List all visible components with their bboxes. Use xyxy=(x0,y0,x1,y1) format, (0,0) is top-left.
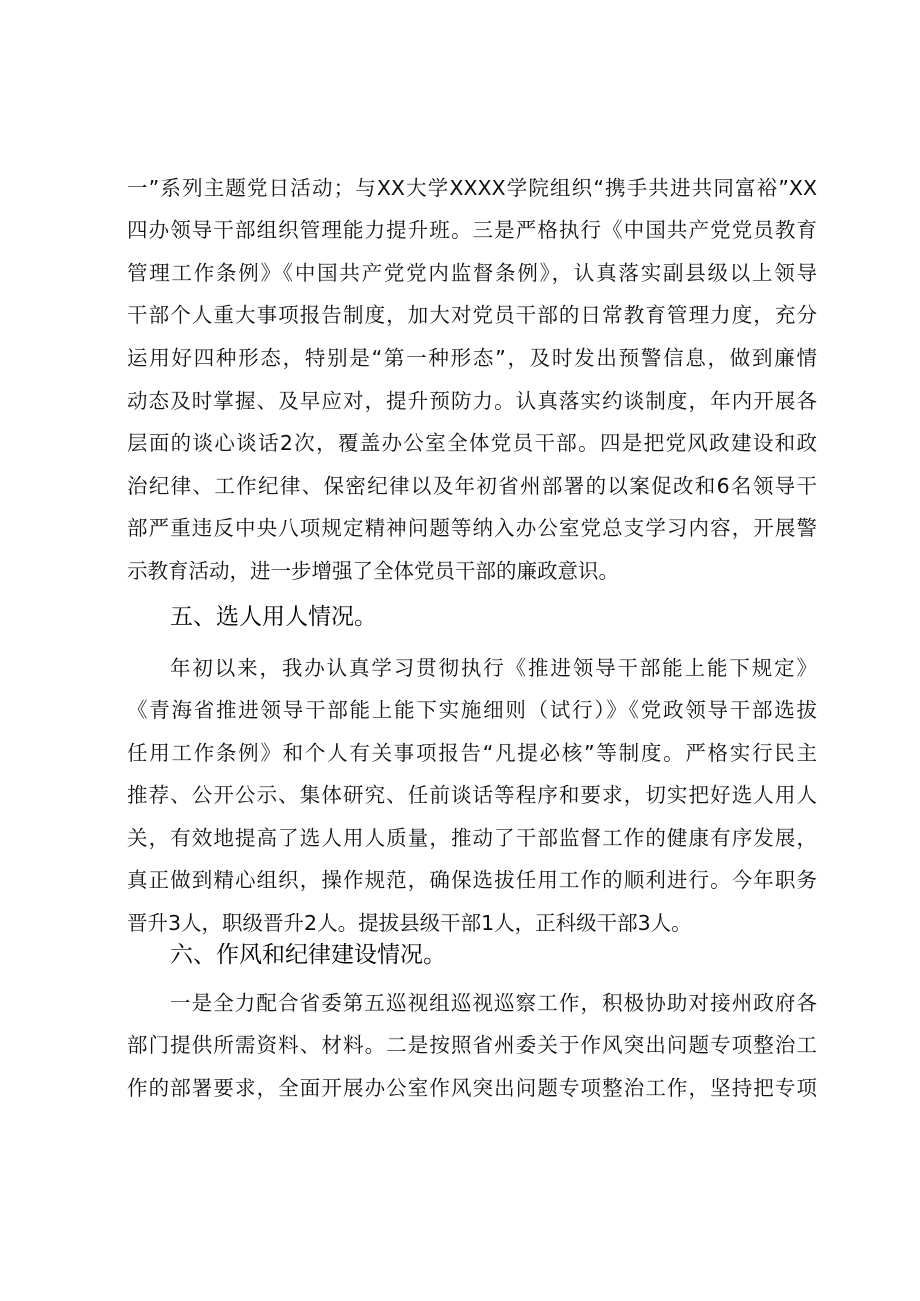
section5-line-3: 任用工作条例》和个人有关事项报告“凡提必核”等制度。严格实行民主 xyxy=(127,741,817,765)
paragraph1-line-4: 干部个人重大事项报告制度，加大对党员干部的日常教育管理力度，充分 xyxy=(127,303,817,327)
paragraph1-line-2: 四办领导干部组织管理能力提升班。三是严格执行《中国共产党党员教育 xyxy=(127,218,817,242)
section5-line-4: 推荐、公开公示、集体研究、任前谈话等程序和要求，切实把好选人用人 xyxy=(127,783,817,807)
paragraph1-line-9: 部严重违反中央八项规定精神问题等纳入办公室党总支学习内容，开展警 xyxy=(127,516,817,540)
paragraph1-line-7: 层面的谈心谈话2次，覆盖办公室全体党员干部。四是把党风政建设和政 xyxy=(127,431,817,455)
section5-line-2: 《青海省推进领导干部能上能下实施细则（试行）》《党政领导干部选拔 xyxy=(127,698,817,722)
paragraph1-line-5: 运用好四种形态，特别是“第一种形态”，及时发出预警信息，做到廉情 xyxy=(127,346,817,370)
section6-line-1: 一是全力配合省委第五巡视组巡视巡察工作，积极协助对接州政府各 xyxy=(170,991,817,1015)
paragraph1-line-8: 治纪律、工作纪律、保密纪律以及年初省州部署的以案促改和6名领导干 xyxy=(127,474,817,498)
section6-line-3: 作的部署要求，全面开展办公室作风突出问题专项整治工作，坚持把专项 xyxy=(127,1076,817,1100)
section5-line-5: 关，有效地提高了选人用人质量，推动了干部监督工作的健康有序发展， xyxy=(127,826,817,850)
section5-heading: 五、选人用人情况。 xyxy=(170,604,377,630)
paragraph1-line-1: 一”系列主题党日活动；与XX大学XXXX学院组织“携手共进共同富裕”XX xyxy=(127,176,817,200)
section5-line-1: 年初以来，我办认真学习贯彻执行《推进领导干部能上能下规定》 xyxy=(170,656,817,680)
paragraph1-line-6: 动态及时掌握、及早应对，提升预防力。认真落实约谈制度，年内开展各 xyxy=(127,389,817,413)
section5-line-7: 晋升3人，职级晋升2人。提拔县级干部1人，正科级干部3人。 xyxy=(127,911,692,935)
section6-line-2: 部门提供所需资料、材料。二是按照省州委关于作风突出问题专项整治工 xyxy=(127,1033,817,1057)
section6-heading: 六、作风和纪律建设情况。 xyxy=(170,942,446,968)
paragraph1-line-3: 管理工作条例》《中国共产党党内监督条例》，认真落实副县级以上领导 xyxy=(127,261,817,285)
paragraph1-line-10: 示教育活动，进一步增强了全体党员干部的廉政意识。 xyxy=(127,559,619,583)
section5-line-6: 真正做到精心组织，操作规范，确保选拔任用工作的顺利进行。今年职务 xyxy=(127,868,817,892)
